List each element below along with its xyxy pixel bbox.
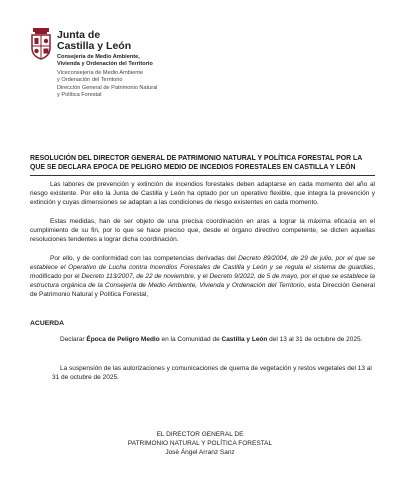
organization-name: Junta de Castilla y León (57, 29, 132, 52)
consejeria-label: Consejería de Medio Ambiente, Vivienda y Ordenación del Territorio (57, 54, 153, 67)
signatory-name: José Ángel Arranz Sanz (165, 449, 235, 456)
signature-title-2: PATRIMONIO NATURAL Y POLÍTICA FORESTAL (127, 440, 273, 447)
signature-block (0, 430, 400, 457)
letterhead (30, 28, 230, 138)
direccion-label: Dirección General de Patrimonio Natural y Política Forestal (57, 85, 158, 98)
department-block (57, 54, 232, 101)
signature-title-1: EL DIRECTOR GENERAL DE (156, 431, 244, 438)
title-divider (30, 175, 375, 176)
paragraph-3: Por ello, y de conformidad con las competencias derivadas del Decreto 89/2004, de 29 de julio, por el que se establece el Operativo de Lucha contra Incendios Forestales de Castilla y León y se regula el sistema de guardias, modificado por el Decreto 113/2007, de 22 de noviembre, y el Decreto 9/2022, de 5 de mayo, por el que se establece la estructura orgánica de la Consejería de Medio Ambiente, Vivienda y Ordenación del Territorio, esta Dirección General de Patrimonio Natural y Política Forestal, (30, 255, 375, 298)
acuerda-heading: ACUERDA (30, 320, 64, 327)
coat-of-arms-logo (30, 28, 52, 60)
resolution-2: La suspensión de las autorizaciones y comunicaciones de quema de vegetación y restos vegetales del 13 al 31 de octubre de 2025. (52, 365, 372, 381)
paragraph-2: Estas medidas, han de ser objeto de una precisa coordinación en aras a lograr la máxima eficacia en el cumplimiento de su fin, por lo que se hace preciso que, desde el órgano directivo competente, se dicten aquellas resoluciones tendentes a lograr dicha coordinación. (30, 218, 375, 243)
resolution-1: Declarar Época de Peligro Medio en la Comunidad de Castilla y León del 13 al 31 de octubre de 2025. (60, 336, 363, 343)
document-title: RESOLUCIÓN DEL DIRECTOR GENERAL DE PATRIMONIO NATURAL Y POLÍTICA FORESTAL POR LA QUE SE DECLARA EPOCA DE PELIGRO MEDIO DE INCEDIOS FORESTALES EN CASTILLA Y LEÓN (30, 155, 362, 171)
paragraph-1: Las labores de prevención y extinción de incendios forestales deben adaptarse en cada momento del año al riesgo existente. Por ello la Junta de Castilla y León ha optado por un operativo flexible, que integra la prevención y extinción y cuyas dimensiones se adaptan a las condiciones de riesgo existentes en cada momento. (30, 181, 375, 206)
viceconsejeria-label: Viceconsejería de Medio Ambiente y Ordenación del Territorio (57, 69, 144, 83)
